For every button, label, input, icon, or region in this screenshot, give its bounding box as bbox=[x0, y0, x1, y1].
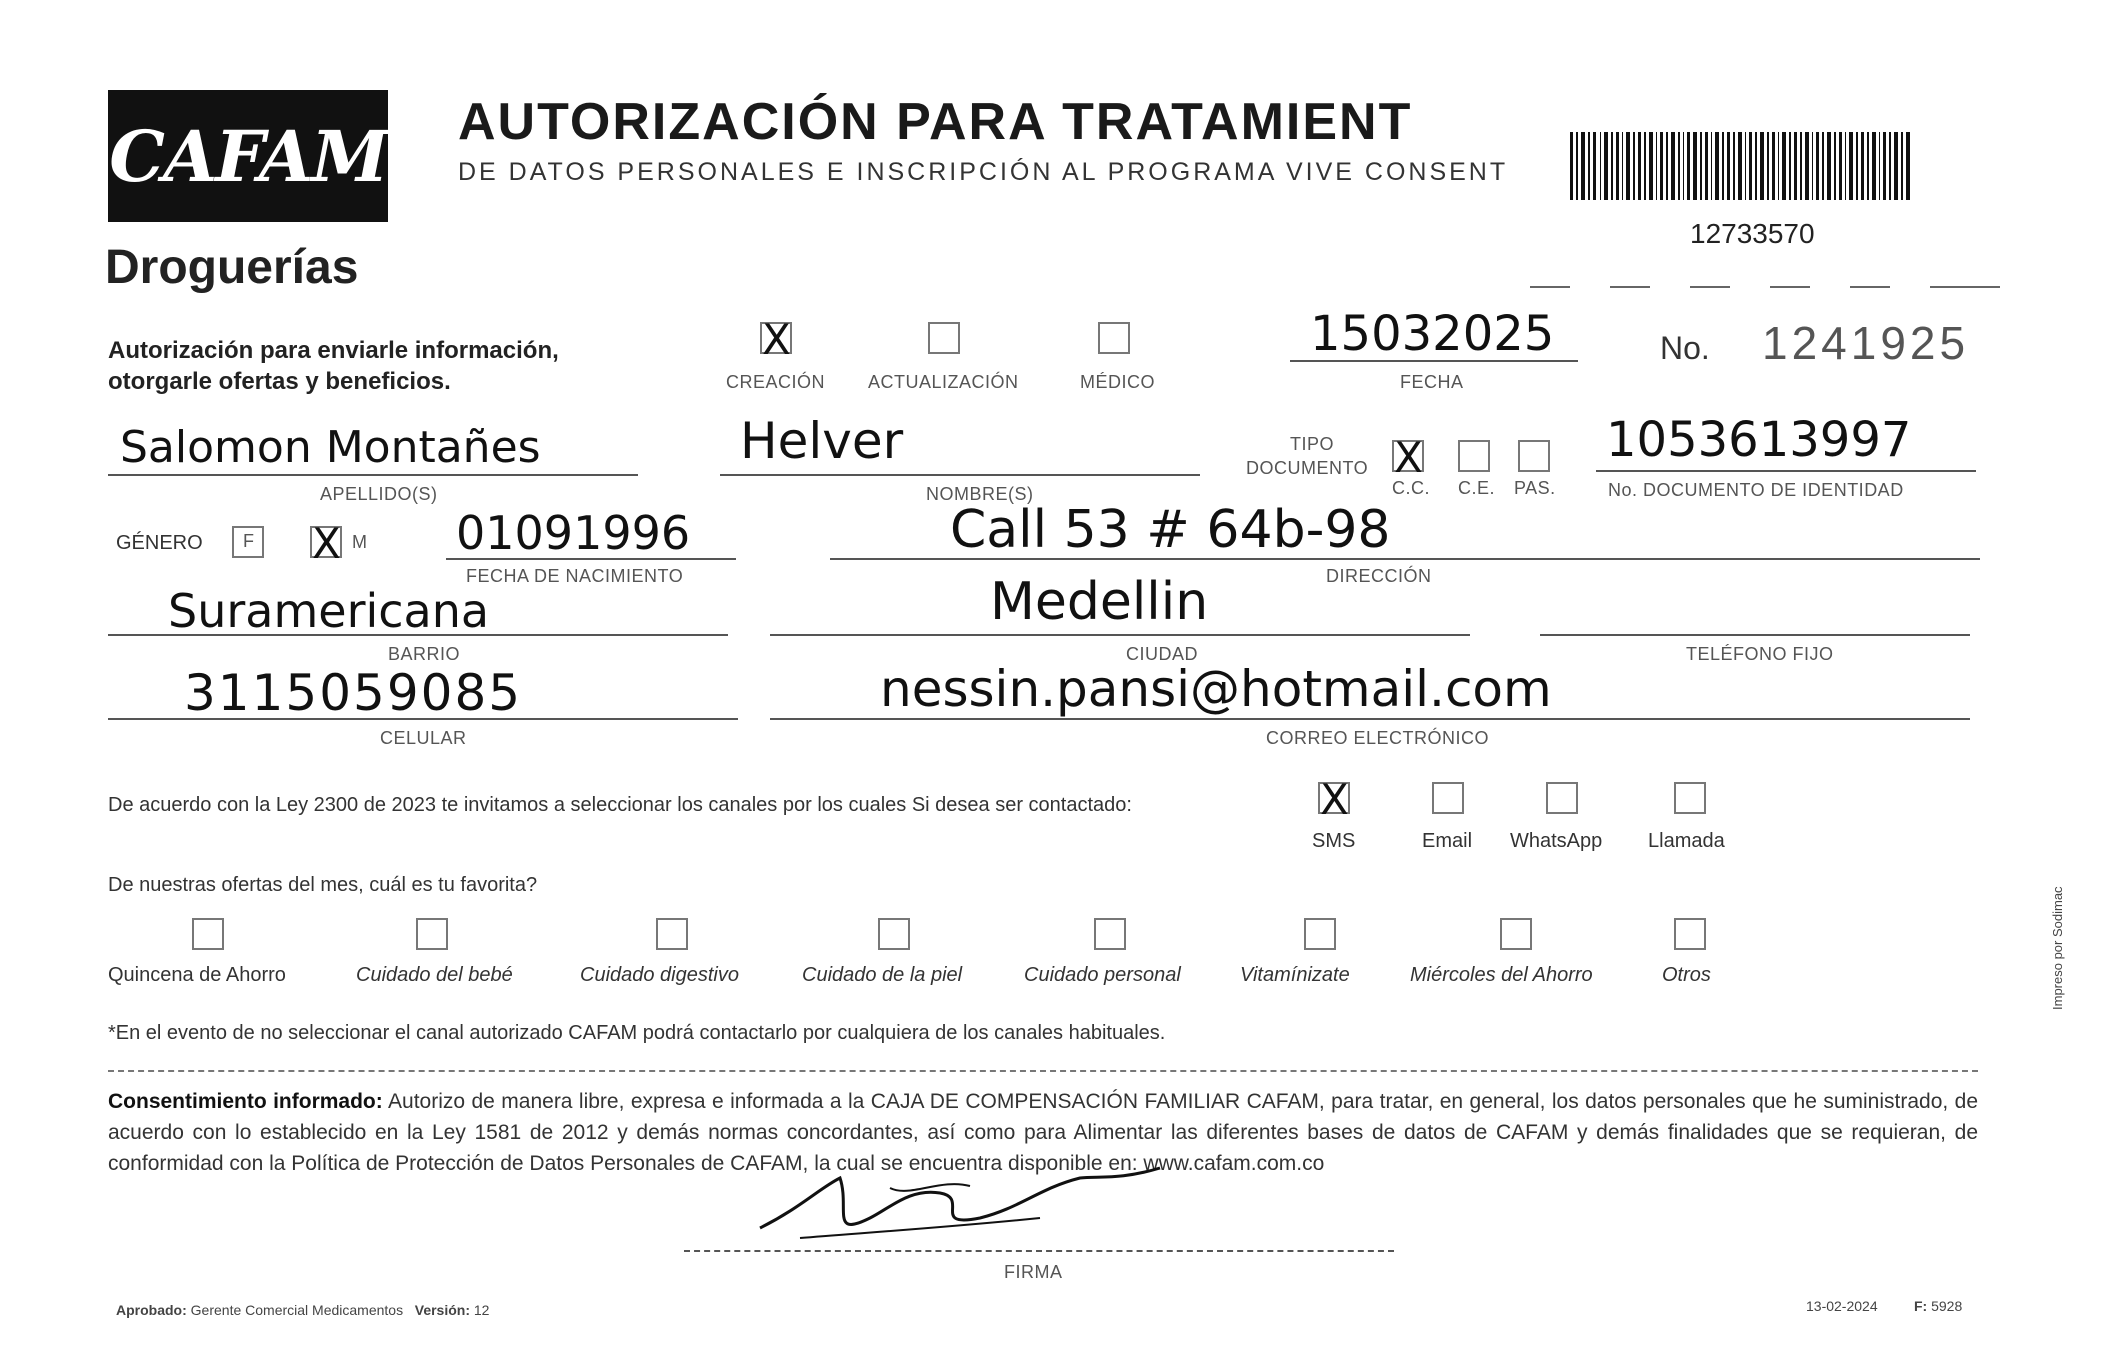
barrio-line bbox=[108, 634, 728, 636]
offer-checkbox-digestivo[interactable] bbox=[656, 918, 688, 950]
medico-checkbox[interactable] bbox=[1098, 322, 1130, 354]
correo-value[interactable]: nessin.pansi@hotmail.com bbox=[880, 660, 1552, 718]
nacimiento-line bbox=[446, 558, 736, 560]
actualizacion-checkbox[interactable] bbox=[928, 322, 960, 354]
email-checkbox[interactable] bbox=[1432, 782, 1464, 814]
documento-line bbox=[1596, 470, 1976, 472]
code-value: 5928 bbox=[1931, 1298, 1963, 1314]
numero-value: 1241925 bbox=[1762, 317, 1970, 369]
offer-checkbox-otros[interactable] bbox=[1674, 918, 1706, 950]
logo-text: CAFAM bbox=[109, 114, 387, 198]
firma-label: FIRMA bbox=[1004, 1262, 1063, 1282]
tipo-cc-label: C.C. bbox=[1392, 478, 1430, 498]
offer-label: Vitamínizate bbox=[1240, 964, 1350, 986]
separator bbox=[1770, 286, 1810, 288]
form-title: AUTORIZACIÓN PARA TRATAMIENT bbox=[458, 93, 1413, 151]
ciudad-line bbox=[770, 634, 1470, 636]
barrio-label: BARRIO bbox=[388, 644, 461, 664]
creacion-label: CREACIÓN bbox=[726, 372, 826, 392]
intro-text bbox=[108, 335, 559, 397]
sms-checkbox[interactable] bbox=[1318, 775, 1350, 824]
tipo-pas-checkbox[interactable] bbox=[1518, 440, 1550, 472]
barcode-graphic bbox=[1570, 132, 1910, 200]
side-print-text: Impreso por Sodimac bbox=[2050, 886, 2065, 1010]
checkbox-mark: X bbox=[762, 315, 791, 364]
correo-line bbox=[770, 718, 1970, 720]
barcode-number: 12733570 bbox=[1690, 218, 1815, 249]
nombres-value[interactable]: Helver bbox=[740, 412, 904, 470]
barrio-value[interactable]: Suramericana bbox=[168, 584, 490, 638]
version-label: Versión: bbox=[414, 1302, 470, 1318]
note-text: *En el evento de no seleccionar el canal autorizado CAFAM podrá contactarlo por cualquiera de los canales habituales. bbox=[108, 1022, 1166, 1044]
cafam-logo bbox=[108, 90, 388, 222]
creacion-checkbox[interactable] bbox=[760, 315, 792, 364]
signature bbox=[740, 1148, 1180, 1258]
consent-heading: Consentimiento informado: bbox=[108, 1090, 383, 1113]
offer-checkbox-personal[interactable] bbox=[1094, 918, 1126, 950]
offer-checkbox-piel[interactable] bbox=[878, 918, 910, 950]
llamada-checkbox[interactable] bbox=[1674, 782, 1706, 814]
offer-label: Miércoles del Ahorro bbox=[1410, 964, 1593, 986]
intro-line-2: otorgarle ofertas y beneficios. bbox=[108, 368, 451, 395]
offer-checkbox-quincena[interactable] bbox=[192, 918, 224, 950]
apellidos-value[interactable]: Salomon Montañes bbox=[120, 422, 541, 473]
tipo-cc-checkbox[interactable] bbox=[1392, 433, 1424, 482]
apellidos-line bbox=[108, 474, 638, 476]
documento-label: No. DOCUMENTO DE IDENTIDAD bbox=[1608, 480, 1904, 500]
tipo-pas-label: PAS. bbox=[1514, 478, 1556, 498]
checkbox-mark: X bbox=[1320, 775, 1349, 824]
separator bbox=[108, 1070, 1978, 1072]
fecha-line bbox=[1290, 360, 1578, 362]
numero-label: No. bbox=[1660, 330, 1710, 366]
aprobado-value: Gerente Comercial Medicamentos bbox=[190, 1302, 404, 1318]
tipo-label-1: TIPO bbox=[1290, 434, 1335, 454]
tipo-ce-label: C.E. bbox=[1458, 478, 1496, 498]
channels-prompt: De acuerdo con la Ley 2300 de 2023 te invitamos a seleccionar los canales por los cuales Si desea ser contactado: bbox=[108, 794, 1132, 816]
whatsapp-label: WhatsApp bbox=[1510, 830, 1603, 852]
separator bbox=[1530, 286, 1570, 288]
separator bbox=[1930, 286, 2000, 288]
version-value: 12 bbox=[473, 1302, 490, 1318]
nombres-line bbox=[720, 474, 1200, 476]
nacimiento-label: FECHA DE NACIMIENTO bbox=[466, 566, 684, 586]
checkbox-mark: X bbox=[312, 519, 341, 568]
actualizacion-label: ACTUALIZACIÓN bbox=[868, 372, 1019, 392]
correo-label: CORREO ELECTRÓNICO bbox=[1266, 728, 1490, 748]
genero-f-checkbox[interactable] bbox=[232, 526, 264, 558]
celular-value[interactable]: 3115059085 bbox=[184, 664, 523, 722]
llamada-label: Llamada bbox=[1648, 830, 1725, 852]
tipo-ce-checkbox[interactable] bbox=[1458, 440, 1490, 472]
ciudad-value[interactable]: Medellin bbox=[990, 572, 1209, 632]
genero-m-checkbox[interactable] bbox=[310, 519, 342, 568]
email-label: Email bbox=[1422, 830, 1473, 852]
telefono-line bbox=[1540, 634, 1970, 636]
footer-date: 13-02-2024 bbox=[1806, 1298, 1878, 1314]
offer-label: Cuidado digestivo bbox=[580, 964, 739, 986]
fecha-value[interactable]: 15032025 bbox=[1310, 306, 1555, 362]
firma-line bbox=[684, 1250, 1394, 1252]
separator bbox=[1610, 286, 1650, 288]
offer-label: Otros bbox=[1662, 964, 1711, 986]
offers-prompt: De nuestras ofertas del mes, cuál es tu favorita? bbox=[108, 874, 538, 896]
celular-label: CELULAR bbox=[380, 728, 467, 748]
aprobado-label: Aprobado: bbox=[116, 1302, 187, 1318]
offer-checkbox-vitaminizate[interactable] bbox=[1304, 918, 1336, 950]
tipo-label-2: DOCUMENTO bbox=[1246, 458, 1369, 478]
brand-subtitle: Droguerías bbox=[105, 241, 359, 294]
genero-m-label: M bbox=[352, 532, 367, 552]
separator bbox=[1850, 286, 1890, 288]
fecha-label: FECHA bbox=[1400, 372, 1464, 392]
offer-label: Cuidado personal bbox=[1024, 964, 1181, 986]
code-label: F: bbox=[1914, 1298, 1928, 1314]
celular-line bbox=[108, 718, 738, 720]
ciudad-label: CIUDAD bbox=[1126, 644, 1199, 664]
checkbox-mark: X bbox=[1394, 433, 1423, 482]
separator bbox=[1690, 286, 1730, 288]
direccion-value[interactable]: Call 53 # 64b-98 bbox=[950, 500, 1391, 560]
direccion-line bbox=[830, 558, 1980, 560]
footer-approved bbox=[116, 1302, 489, 1318]
offer-label: Cuidado de la piel bbox=[802, 964, 963, 986]
direccion-label: DIRECCIÓN bbox=[1326, 566, 1432, 586]
nombres-label: NOMBRE(S) bbox=[926, 484, 1034, 504]
footer-code bbox=[1914, 1298, 1962, 1314]
telefono-label: TELÉFONO FIJO bbox=[1686, 644, 1834, 664]
genero-f-label: F bbox=[243, 531, 254, 551]
documento-value[interactable]: 1053613997 bbox=[1606, 412, 1912, 468]
sms-label: SMS bbox=[1312, 830, 1356, 852]
intro-line-1: Autorización para enviarle información, bbox=[108, 337, 559, 364]
consent-text: Autorizo de manera libre, expresa e informada a la CAJA DE COMPENSACIÓN FAMILIAR CAFAM, para tratar, en general, los datos personales que he suministrado, de acuerdo con lo establecido en la Ley 1581 de 2012 y demás normas concordantes, así como para Alimentar las diferentes bases de datos de CAFAM y demás finalidades que se requieran, de conformidad con la Política de Protección de Datos Personales de CAFAM, la cual se encuentra disponible en: www.cafam.com.co bbox=[108, 1090, 1978, 1175]
medico-label: MÉDICO bbox=[1080, 372, 1155, 392]
offer-label: Cuidado del bebé bbox=[356, 964, 513, 986]
form-subtitle: DE DATOS PERSONALES E INSCRIPCIÓN AL PROGRAMA VIVE CONSENT bbox=[458, 158, 1509, 186]
nacimiento-value[interactable]: 01091996 bbox=[456, 506, 691, 560]
offer-checkbox-bebe[interactable] bbox=[416, 918, 448, 950]
offer-label: Quincena de Ahorro bbox=[108, 964, 286, 986]
genero-label: GÉNERO bbox=[116, 532, 203, 554]
whatsapp-checkbox[interactable] bbox=[1546, 782, 1578, 814]
offer-checkbox-miercoles[interactable] bbox=[1500, 918, 1532, 950]
apellidos-label: APELLIDO(S) bbox=[320, 484, 438, 504]
